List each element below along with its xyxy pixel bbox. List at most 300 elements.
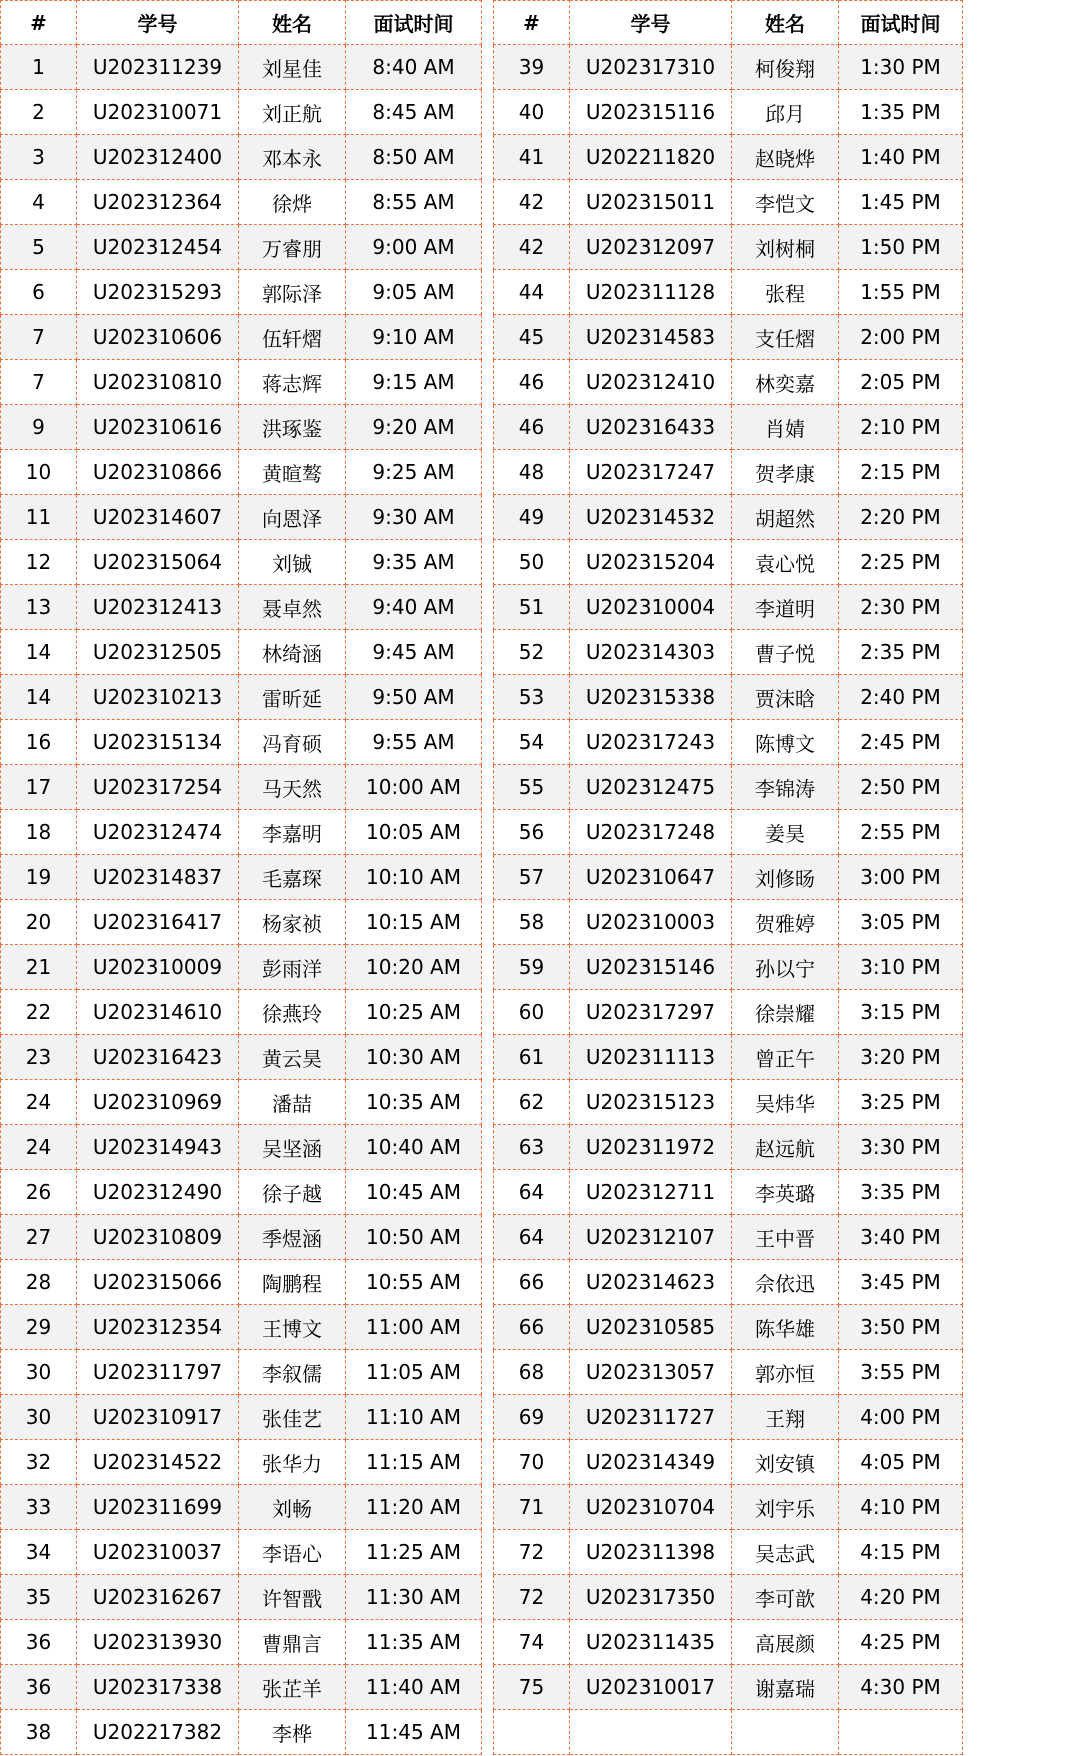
cell-index: 49: [494, 495, 570, 540]
cell-interview-time: 1:35 PM: [839, 90, 963, 135]
cell-student-id: U202310071: [77, 90, 239, 135]
cell-index: 48: [494, 450, 570, 495]
cell-name: 肖婧: [732, 405, 839, 450]
cell-name: 冯育硕: [239, 720, 346, 765]
cell-index: 63: [494, 1125, 570, 1170]
cell-student-id: U202317248: [570, 810, 732, 855]
cell-student-id: U202312475: [570, 765, 732, 810]
table-row: [1, 360, 482, 405]
cell-interview-time: 3:50 PM: [839, 1305, 963, 1350]
cell-student-id: U202317243: [570, 720, 732, 765]
cell-index: 32: [1, 1440, 77, 1485]
cell-interview-time: 2:45 PM: [839, 720, 963, 765]
cell-name: 万睿朋: [239, 225, 346, 270]
cell-student-id: U202312505: [77, 630, 239, 675]
cell-index: 1: [1, 45, 77, 90]
table-row: [494, 1620, 963, 1665]
cell-index: 71: [494, 1485, 570, 1530]
table-row: [1, 720, 482, 765]
cell-index: 11: [1, 495, 77, 540]
cell-interview-time: 3:00 PM: [839, 855, 963, 900]
header-student-id: 学号: [77, 1, 239, 45]
cell-interview-time: 4:05 PM: [839, 1440, 963, 1485]
cell-student-id: U202312097: [570, 225, 732, 270]
cell-name: 彭雨洋: [239, 945, 346, 990]
cell-interview-time: 8:40 AM: [346, 45, 482, 90]
cell-index: 36: [1, 1620, 77, 1665]
cell-name: 许智戬: [239, 1575, 346, 1620]
cell-interview-time: 3:40 PM: [839, 1215, 963, 1260]
cell-interview-time: 11:15 AM: [346, 1440, 482, 1485]
table-row: [1, 990, 482, 1035]
table-row: [1, 1575, 482, 1620]
table-row: [1, 1305, 482, 1350]
table-row: [494, 270, 963, 315]
cell-index: 52: [494, 630, 570, 675]
cell-index: 34: [1, 1530, 77, 1575]
table-row: [1, 1125, 482, 1170]
cell-index: 42: [494, 225, 570, 270]
cell-student-id: U202311113: [570, 1035, 732, 1080]
cell-interview-time: 11:05 AM: [346, 1350, 482, 1395]
cell-interview-time: 11:40 AM: [346, 1665, 482, 1710]
cell-index: 18: [1, 810, 77, 855]
header-name: 姓名: [239, 1, 346, 45]
cell-index: 45: [494, 315, 570, 360]
cell-index: 46: [494, 405, 570, 450]
cell-index: 60: [494, 990, 570, 1035]
cell-student-id: U202314943: [77, 1125, 239, 1170]
cell-index: 24: [1, 1125, 77, 1170]
cell-name: 李英璐: [732, 1170, 839, 1215]
cell-interview-time: 1:45 PM: [839, 180, 963, 225]
schedule-table-right: [493, 0, 963, 1755]
cell-student-id: U202316433: [570, 405, 732, 450]
cell-interview-time: 2:20 PM: [839, 495, 963, 540]
cell-student-id: U202310969: [77, 1080, 239, 1125]
cell-interview-time: 1:30 PM: [839, 45, 963, 90]
cell-name: 毛嘉琛: [239, 855, 346, 900]
cell-index: 4: [1, 180, 77, 225]
cell-interview-time: 10:35 AM: [346, 1080, 482, 1125]
table-body-left: [1, 45, 482, 1755]
cell-interview-time: 10:20 AM: [346, 945, 482, 990]
cell-student-id: U202311797: [77, 1350, 239, 1395]
table-row: [494, 45, 963, 90]
cell-index: 19: [1, 855, 77, 900]
cell-student-id: U202310017: [570, 1665, 732, 1710]
table-row: [494, 990, 963, 1035]
cell-index: 21: [1, 945, 77, 990]
cell-student-id: U202317297: [570, 990, 732, 1035]
table-row: [1, 1260, 482, 1305]
cell-index: 7: [1, 360, 77, 405]
cell-interview-time: 11:30 AM: [346, 1575, 482, 1620]
cell-interview-time: 2:25 PM: [839, 540, 963, 585]
cell-interview-time: 10:55 AM: [346, 1260, 482, 1305]
cell-student-id: U202315066: [77, 1260, 239, 1305]
cell-index: 66: [494, 1305, 570, 1350]
cell-name: 张佳艺: [239, 1395, 346, 1440]
cell-name: 张芷羊: [239, 1665, 346, 1710]
cell-name: 姜昊: [732, 810, 839, 855]
cell-interview-time: 8:45 AM: [346, 90, 482, 135]
cell-student-id: U202317254: [77, 765, 239, 810]
cell-interview-time: 3:15 PM: [839, 990, 963, 1035]
cell-student-id: U202311699: [77, 1485, 239, 1530]
cell-interview-time: 3:30 PM: [839, 1125, 963, 1170]
cell-student-id: U202313057: [570, 1350, 732, 1395]
cell-index: 39: [494, 45, 570, 90]
cell-interview-time: 11:25 AM: [346, 1530, 482, 1575]
cell-student-id: U202315146: [570, 945, 732, 990]
table-row: [1, 855, 482, 900]
cell-interview-time: 4:00 PM: [839, 1395, 963, 1440]
table-row: [1, 90, 482, 135]
cell-student-id: U202311727: [570, 1395, 732, 1440]
cell-index: 14: [1, 630, 77, 675]
cell-index: 14: [1, 675, 77, 720]
cell-index: 40: [494, 90, 570, 135]
cell-student-id: U202312364: [77, 180, 239, 225]
table-row: [494, 675, 963, 720]
cell-index: 29: [1, 1305, 77, 1350]
table-row: [494, 945, 963, 990]
cell-name: 杨家祯: [239, 900, 346, 945]
cell-student-id: U202314837: [77, 855, 239, 900]
cell-interview-time: 10:05 AM: [346, 810, 482, 855]
cell-index: 16: [1, 720, 77, 765]
table-row: [494, 630, 963, 675]
cell-name: 刘宇乐: [732, 1485, 839, 1530]
cell-index: 75: [494, 1665, 570, 1710]
cell-name: 李叙儒: [239, 1350, 346, 1395]
table-row: [1, 630, 482, 675]
cell-name: 刘正航: [239, 90, 346, 135]
cell-student-id: U202312711: [570, 1170, 732, 1215]
cell-student-id: U202310917: [77, 1395, 239, 1440]
header-interview-time: 面试时间: [839, 1, 963, 45]
cell-student-id: U202315204: [570, 540, 732, 585]
cell-name: 刘修旸: [732, 855, 839, 900]
cell-student-id: U202217382: [77, 1710, 239, 1755]
cell-interview-time: 9:45 AM: [346, 630, 482, 675]
cell-index: 50: [494, 540, 570, 585]
cell-name: 李嘉明: [239, 810, 346, 855]
cell-interview-time: 10:15 AM: [346, 900, 482, 945]
cell-student-id: U202211820: [570, 135, 732, 180]
cell-student-id: U202314583: [570, 315, 732, 360]
cell-interview-time: 3:35 PM: [839, 1170, 963, 1215]
table-row: [494, 1665, 963, 1710]
table-row: [494, 1440, 963, 1485]
header-name: 姓名: [732, 1, 839, 45]
cell-name: 曹子悦: [732, 630, 839, 675]
cell-index: 41: [494, 135, 570, 180]
cell-name: 贺雅婷: [732, 900, 839, 945]
cell-interview-time: 11:45 AM: [346, 1710, 482, 1755]
empty-cell: [839, 1710, 963, 1755]
cell-index: 17: [1, 765, 77, 810]
cell-student-id: U202314607: [77, 495, 239, 540]
cell-student-id: U202310866: [77, 450, 239, 495]
cell-name: 刘树桐: [732, 225, 839, 270]
cell-interview-time: 2:15 PM: [839, 450, 963, 495]
cell-name: 向恩泽: [239, 495, 346, 540]
cell-name: 李语心: [239, 1530, 346, 1575]
cell-index: 38: [1, 1710, 77, 1755]
cell-interview-time: 1:55 PM: [839, 270, 963, 315]
cell-student-id: U202314522: [77, 1440, 239, 1485]
cell-interview-time: 2:05 PM: [839, 360, 963, 405]
cell-name: 陈华雄: [732, 1305, 839, 1350]
cell-interview-time: 3:45 PM: [839, 1260, 963, 1305]
cell-index: 10: [1, 450, 77, 495]
table-row: [494, 90, 963, 135]
cell-student-id: U202314532: [570, 495, 732, 540]
table-row: [1, 585, 482, 630]
cell-name: 邓本永: [239, 135, 346, 180]
cell-interview-time: 3:20 PM: [839, 1035, 963, 1080]
cell-interview-time: 4:30 PM: [839, 1665, 963, 1710]
cell-index: 66: [494, 1260, 570, 1305]
cell-student-id: U202310585: [570, 1305, 732, 1350]
cell-index: 13: [1, 585, 77, 630]
table-row: [494, 1215, 963, 1260]
cell-student-id: U202312410: [570, 360, 732, 405]
cell-interview-time: 4:10 PM: [839, 1485, 963, 1530]
cell-student-id: U202317310: [570, 45, 732, 90]
cell-name: 黄暄骜: [239, 450, 346, 495]
cell-interview-time: 9:50 AM: [346, 675, 482, 720]
table-row: [1, 1215, 482, 1260]
table-row: [494, 360, 963, 405]
table-row: [494, 225, 963, 270]
cell-interview-time: 10:00 AM: [346, 765, 482, 810]
cell-name: 王中晋: [732, 1215, 839, 1260]
table-row: [494, 765, 963, 810]
table-row: [1, 900, 482, 945]
cell-student-id: U202317247: [570, 450, 732, 495]
cell-student-id: U202311239: [77, 45, 239, 90]
cell-name: 郭亦恒: [732, 1350, 839, 1395]
table-row: [1, 1395, 482, 1440]
cell-interview-time: 1:40 PM: [839, 135, 963, 180]
cell-student-id: U202310213: [77, 675, 239, 720]
cell-name: 刘安镇: [732, 1440, 839, 1485]
cell-index: 5: [1, 225, 77, 270]
cell-index: 35: [1, 1575, 77, 1620]
cell-interview-time: 9:35 AM: [346, 540, 482, 585]
cell-interview-time: 4:15 PM: [839, 1530, 963, 1575]
table-row: [1, 1485, 482, 1530]
empty-cell: [570, 1710, 732, 1755]
cell-index: 64: [494, 1170, 570, 1215]
cell-name: 邱月: [732, 90, 839, 135]
cell-index: 33: [1, 1485, 77, 1530]
cell-interview-time: 10:40 AM: [346, 1125, 482, 1170]
cell-name: 黄云昊: [239, 1035, 346, 1080]
cell-interview-time: 2:10 PM: [839, 405, 963, 450]
table-row: [494, 1260, 963, 1305]
cell-index: 6: [1, 270, 77, 315]
cell-name: 袁心悦: [732, 540, 839, 585]
cell-index: 22: [1, 990, 77, 1035]
cell-student-id: U202315338: [570, 675, 732, 720]
cell-index: 28: [1, 1260, 77, 1305]
table-row: [494, 900, 963, 945]
table-row: [494, 540, 963, 585]
table-row: [1, 1665, 482, 1710]
cell-name: 谢嘉瑞: [732, 1665, 839, 1710]
cell-name: 吴志武: [732, 1530, 839, 1575]
empty-cell: [494, 1710, 570, 1755]
cell-name: 刘星佳: [239, 45, 346, 90]
cell-name: 徐烨: [239, 180, 346, 225]
cell-index: 23: [1, 1035, 77, 1080]
cell-index: 46: [494, 360, 570, 405]
cell-index: 42: [494, 180, 570, 225]
table-row: [494, 135, 963, 180]
cell-interview-time: 8:55 AM: [346, 180, 482, 225]
cell-name: 李锦涛: [732, 765, 839, 810]
table-row: [494, 495, 963, 540]
cell-index: 57: [494, 855, 570, 900]
cell-name: 张程: [732, 270, 839, 315]
cell-index: 64: [494, 1215, 570, 1260]
cell-name: 陶鹏程: [239, 1260, 346, 1305]
cell-student-id: U202314349: [570, 1440, 732, 1485]
cell-name: 徐子越: [239, 1170, 346, 1215]
table-row: [1, 810, 482, 855]
table-row: [1, 270, 482, 315]
cell-name: 马天然: [239, 765, 346, 810]
table-row: [494, 585, 963, 630]
table-row: [1, 1710, 482, 1755]
cell-name: 聂卓然: [239, 585, 346, 630]
cell-interview-time: 9:05 AM: [346, 270, 482, 315]
cell-student-id: U202311398: [570, 1530, 732, 1575]
cell-interview-time: 2:35 PM: [839, 630, 963, 675]
cell-student-id: U202310037: [77, 1530, 239, 1575]
cell-student-id: U202310616: [77, 405, 239, 450]
table-row: [1, 495, 482, 540]
cell-name: 胡超然: [732, 495, 839, 540]
table-row: [494, 1125, 963, 1170]
cell-interview-time: 3:05 PM: [839, 900, 963, 945]
cell-index: 44: [494, 270, 570, 315]
cell-interview-time: 1:50 PM: [839, 225, 963, 270]
cell-student-id: U202315134: [77, 720, 239, 765]
cell-name: 雷昕延: [239, 675, 346, 720]
table-row: [494, 1485, 963, 1530]
table-row: [494, 1170, 963, 1215]
cell-name: 吴坚涵: [239, 1125, 346, 1170]
cell-index: 9: [1, 405, 77, 450]
cell-index: 51: [494, 585, 570, 630]
cell-student-id: U202312474: [77, 810, 239, 855]
header-index: #: [1, 1, 77, 45]
cell-student-id: U202310003: [570, 900, 732, 945]
cell-index: 69: [494, 1395, 570, 1440]
table-row: [494, 405, 963, 450]
cell-name: 曹鼎言: [239, 1620, 346, 1665]
cell-name: 伍轩熠: [239, 315, 346, 360]
cell-interview-time: 2:55 PM: [839, 810, 963, 855]
table-row: [494, 1395, 963, 1440]
table-header-row: [494, 1, 963, 45]
table-row: [1, 1440, 482, 1485]
cell-interview-time: 9:55 AM: [346, 720, 482, 765]
table-row: [1, 315, 482, 360]
cell-student-id: U202312454: [77, 225, 239, 270]
cell-interview-time: 9:10 AM: [346, 315, 482, 360]
cell-interview-time: 10:25 AM: [346, 990, 482, 1035]
cell-name: 孙以宁: [732, 945, 839, 990]
cell-index: 20: [1, 900, 77, 945]
cell-name: 佘依迅: [732, 1260, 839, 1305]
cell-student-id: U202310810: [77, 360, 239, 405]
cell-name: 贺孝康: [732, 450, 839, 495]
cell-name: 季煜涵: [239, 1215, 346, 1260]
cell-student-id: U202311435: [570, 1620, 732, 1665]
cell-student-id: U202312413: [77, 585, 239, 630]
cell-name: 李道明: [732, 585, 839, 630]
table-body-right: [494, 45, 963, 1755]
cell-name: 徐崇耀: [732, 990, 839, 1035]
cell-student-id: U202316267: [77, 1575, 239, 1620]
table-row: [1, 675, 482, 720]
cell-interview-time: 10:45 AM: [346, 1170, 482, 1215]
cell-student-id: U202310004: [570, 585, 732, 630]
cell-student-id: U202315011: [570, 180, 732, 225]
cell-index: 12: [1, 540, 77, 585]
cell-student-id: U202315064: [77, 540, 239, 585]
table-row: [1, 765, 482, 810]
cell-index: 68: [494, 1350, 570, 1395]
cell-index: 72: [494, 1530, 570, 1575]
cell-name: 李恺文: [732, 180, 839, 225]
cell-name: 柯俊翔: [732, 45, 839, 90]
header-student-id: 学号: [570, 1, 732, 45]
header-interview-time: 面试时间: [346, 1, 482, 45]
cell-student-id: U202312354: [77, 1305, 239, 1350]
cell-interview-time: 2:30 PM: [839, 585, 963, 630]
cell-index: 26: [1, 1170, 77, 1215]
cell-index: 27: [1, 1215, 77, 1260]
cell-interview-time: 4:20 PM: [839, 1575, 963, 1620]
cell-index: 2: [1, 90, 77, 135]
cell-student-id: U202316423: [77, 1035, 239, 1080]
table-row: [1, 1035, 482, 1080]
table-row: [494, 1575, 963, 1620]
table-row: [494, 315, 963, 360]
cell-student-id: U202314610: [77, 990, 239, 1035]
cell-interview-time: 2:50 PM: [839, 765, 963, 810]
table-row: [1, 540, 482, 585]
cell-interview-time: 3:25 PM: [839, 1080, 963, 1125]
table-row: [1, 45, 482, 90]
cell-index: 54: [494, 720, 570, 765]
cell-name: 赵晓烨: [732, 135, 839, 180]
cell-index: 24: [1, 1080, 77, 1125]
table-row: [1, 1620, 482, 1665]
cell-index: 62: [494, 1080, 570, 1125]
cell-interview-time: 9:30 AM: [346, 495, 482, 540]
table-row: [494, 810, 963, 855]
table-row: [1, 945, 482, 990]
table-row: [1, 1080, 482, 1125]
